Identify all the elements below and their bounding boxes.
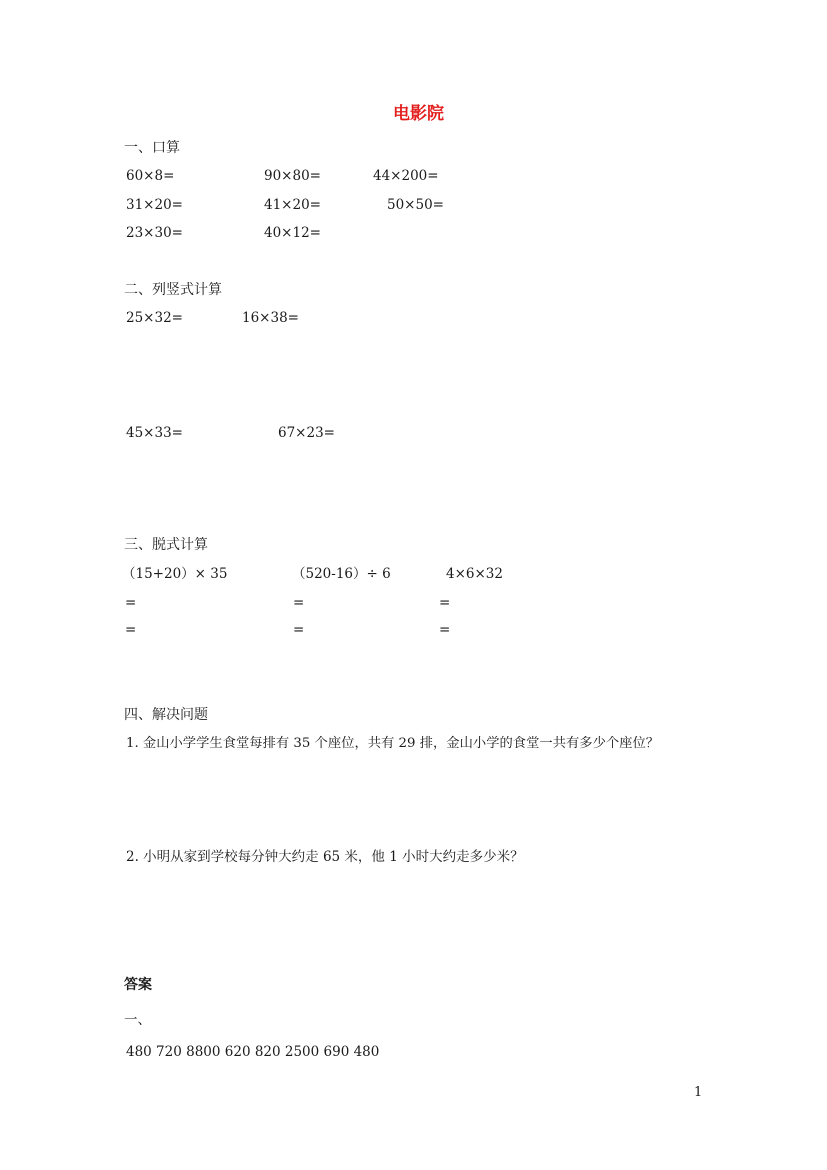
answers-heading: 答案 xyxy=(124,977,152,993)
section-2-heading: 二、列竖式计算 xyxy=(124,282,222,298)
page-number: 1 xyxy=(694,1085,703,1100)
oral-item: 23×30= xyxy=(126,225,183,241)
step-calc-expression: （520-16）÷ 6 xyxy=(292,566,391,582)
oral-item: 60×8= xyxy=(126,168,175,184)
page-title: 电影院 xyxy=(393,104,444,124)
answers-subheading: 一、 xyxy=(124,1012,151,1028)
answers-values: 480 720 8800 620 820 2500 690 480 xyxy=(126,1044,380,1060)
oral-item: 90×80= xyxy=(264,168,321,184)
section-4-heading: 四、解决问题 xyxy=(124,707,208,723)
oral-item: 40×12= xyxy=(264,225,321,241)
vertical-calc-item: 67×23= xyxy=(278,425,335,441)
section-3-heading: 三、脱式计算 xyxy=(124,537,208,553)
oral-item: 41×20= xyxy=(264,197,321,213)
equals-sign: = xyxy=(125,595,137,611)
oral-item: 50×50= xyxy=(387,197,444,213)
step-calc-expression: 4×6×32 xyxy=(446,566,503,582)
step-calc-expression: （15+20）× 35 xyxy=(122,566,228,582)
oral-item: 31×20= xyxy=(126,197,183,213)
equals-sign: = xyxy=(439,622,451,638)
vertical-calc-item: 45×33= xyxy=(126,425,183,441)
equals-sign: = xyxy=(293,622,305,638)
word-problem-2: 2. 小明从家到学校每分钟大约走 65 米，他 1 小时大约走多少米？ xyxy=(126,849,524,865)
word-problem-1: 1. 金山小学学生食堂每排有 35 个座位，共有 29 排，金山小学的食堂一共有多少个座位？ xyxy=(126,736,660,751)
equals-sign: = xyxy=(293,595,305,611)
section-1-heading: 一、口算 xyxy=(124,140,180,156)
oral-item: 44×200= xyxy=(373,168,439,184)
equals-sign: = xyxy=(125,622,137,638)
vertical-calc-item: 16×38= xyxy=(242,310,299,326)
equals-sign: = xyxy=(439,595,451,611)
vertical-calc-item: 25×32= xyxy=(126,310,183,326)
